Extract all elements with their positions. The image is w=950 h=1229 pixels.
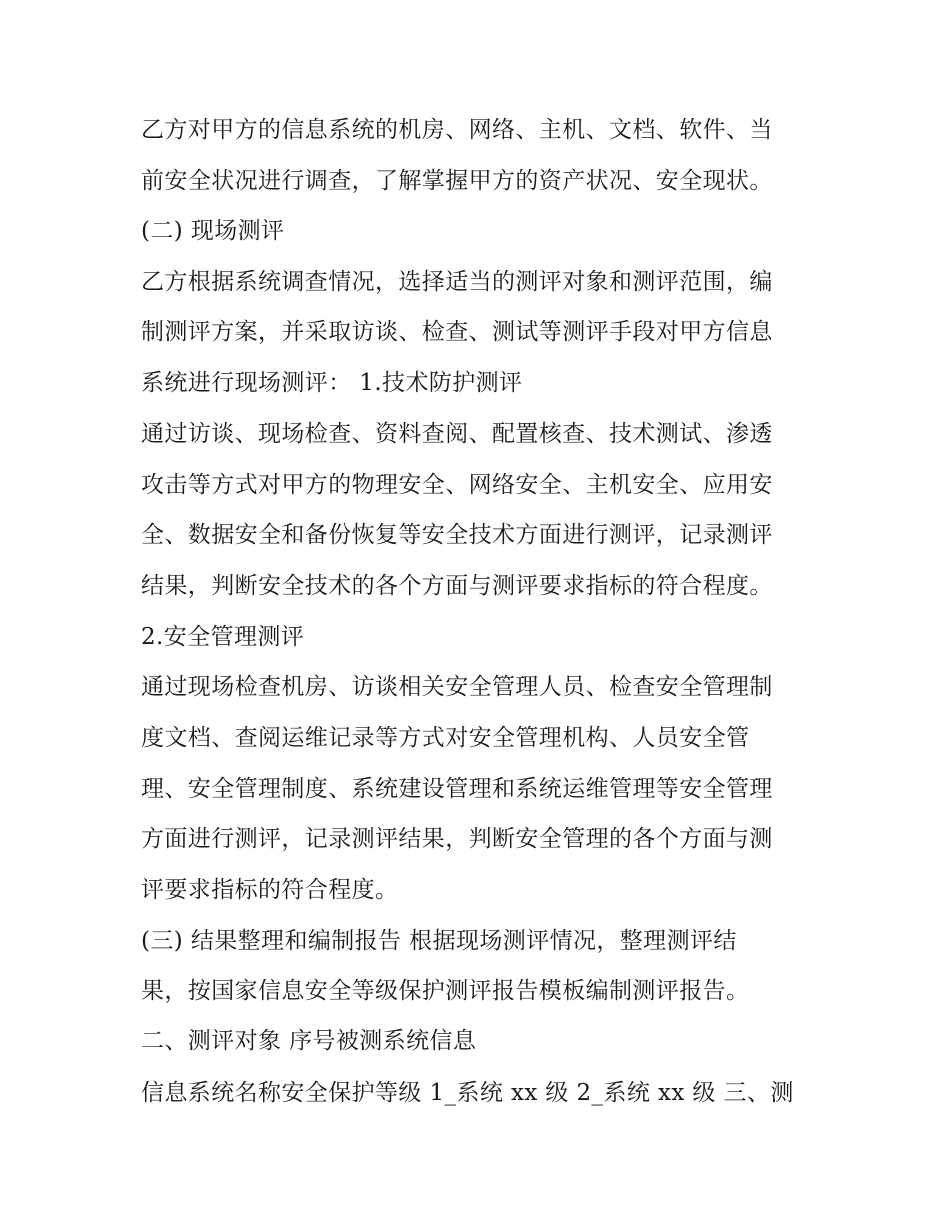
text-line: 理、安全管理制度、系统建设管理和系统运维管理等安全管理 <box>141 776 773 802</box>
text-line: 方面进行测评，记录测评结果，判断安全管理的各个方面与测 <box>141 826 773 852</box>
section-heading: 2.安全管理测评 <box>141 624 305 650</box>
text-line: 乙方根据系统调查情况，选择适当的测评对象和测评范围，编 <box>141 269 773 295</box>
text-line: 系统进行现场测评： 1.技术防护测评 <box>141 370 523 396</box>
text-line: 攻击等方式对甲方的物理安全、网络安全、主机安全、应用安 <box>141 472 773 498</box>
text-line: 全、数据安全和备份恢复等安全技术方面进行测评，记录测评 <box>141 522 773 548</box>
text-line: 信息系统名称安全保护等级 1_系统 xx 级 2_系统 xx 级 三、测 <box>141 1080 794 1106</box>
text-line: 度文档、查阅运维记录等方式对安全管理机构、人员安全管 <box>141 725 750 751</box>
section-heading: (二) 现场测评 <box>141 218 285 244</box>
text-line: 评要求指标的符合程度。 <box>141 877 399 903</box>
text-line: (三) 结果整理和编制报告 根据现场测评情况，整理测评结 <box>141 928 737 954</box>
text-line: 结果，判断安全技术的各个方面与测评要求指标的符合程度。 <box>141 573 773 599</box>
text-line: 通过访谈、现场检查、资料查阅、配置核查、技术测试、渗透 <box>141 421 773 447</box>
text-line: 果，按国家信息安全等级保护测评报告模板编制测评报告。 <box>141 978 750 1004</box>
text-line: 前安全状况进行调查，了解掌握甲方的资产状况、安全现状。 <box>141 168 773 194</box>
text-line: 制测评方案，并采取访谈、检查、测试等测评手段对甲方信息 <box>141 319 773 345</box>
text-line: 通过现场检查机房、访谈相关安全管理人员、检查安全管理制 <box>141 674 773 700</box>
text-line: 乙方对甲方的信息系统的机房、网络、主机、文档、软件、当 <box>141 117 773 143</box>
text-line: 二、测评对象 序号被测系统信息 <box>141 1028 477 1054</box>
